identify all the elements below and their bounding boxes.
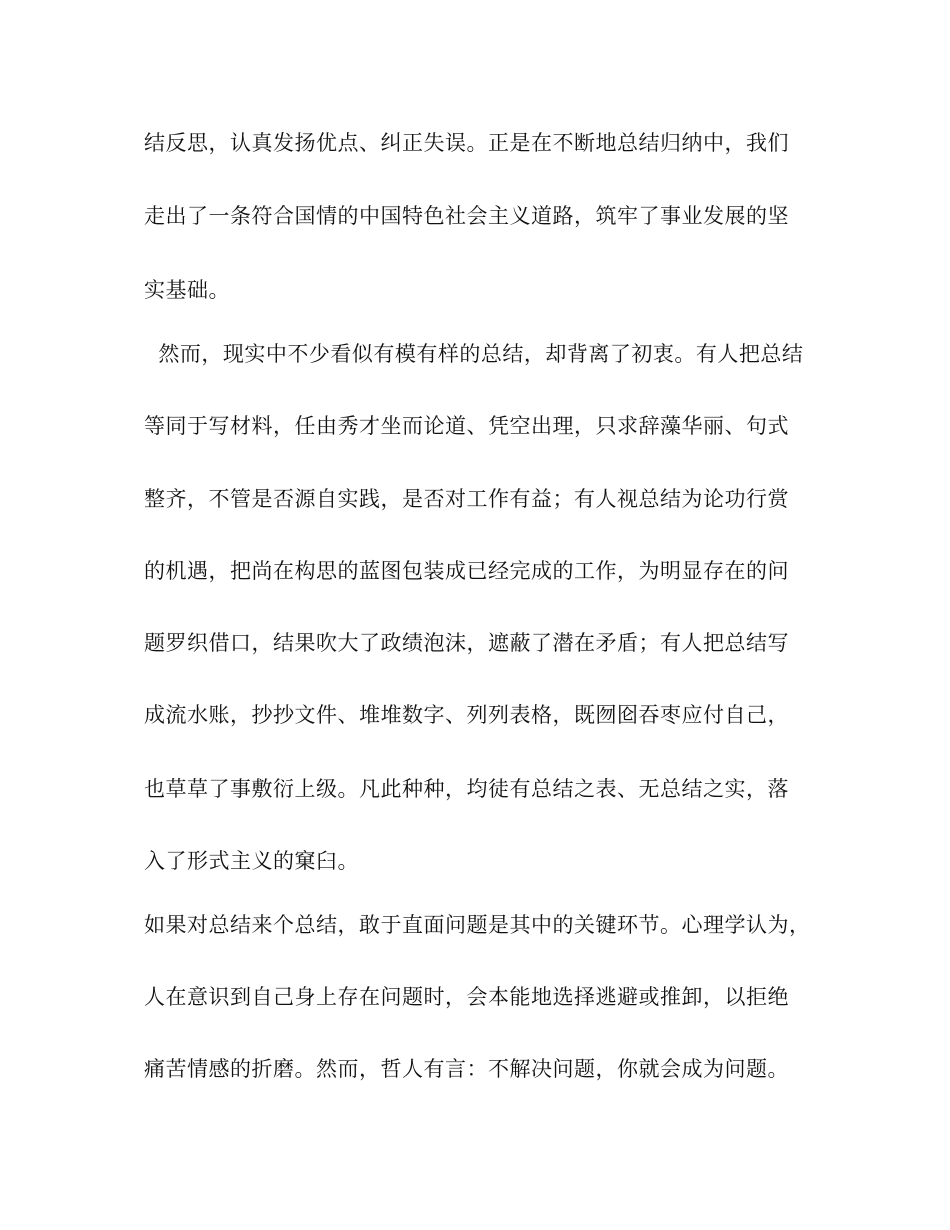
text-line: 如果对总结来个总结，敢于直面问题是其中的关键环节。心理学认为， <box>144 913 811 937</box>
text-line: 题罗织借口，结果吹大了政绩泡沫，遮蔽了潜在矛盾；有人把总结写 <box>144 631 789 655</box>
text-line: 结反思，认真发扬优点、纠正失误。正是在不断地总结归纳中，我们 <box>144 131 789 155</box>
text-line: 的机遇，把尚在构思的蓝图包装成已经完成的工作，为明显存在的问 <box>144 559 789 583</box>
text-line: 也草草了事敷衍上级。凡此种种，均徒有总结之表、无总结之实，落 <box>144 777 789 801</box>
text-line: 痛苦情感的折磨。然而，哲人有言：不解决问题，你就会成为问题。 <box>144 1057 789 1081</box>
text-line: 然而，现实中不少看似有模有样的总结，却背离了初衷。有人把总结 <box>144 342 804 366</box>
text-line: 整齐，不管是否源自实践，是否对工作有益；有人视总结为论功行赏 <box>144 487 789 511</box>
text-line: 入了形式主义的窠臼。 <box>144 849 359 873</box>
text-line: 人在意识到自己身上存在问题时，会本能地选择逃避或推卸，以拒绝 <box>144 985 789 1009</box>
text-line: 等同于写材料，任由秀才坐而论道、凭空出理，只求辞藻华丽、句式 <box>144 414 789 438</box>
text-line: 成流水账，抄抄文件、堆堆数字、列列表格，既囫囵吞枣应付自己， <box>144 703 789 727</box>
text-line: 走出了一条符合国情的中国特色社会主义道路，筑牢了事业发展的坚 <box>144 204 789 228</box>
text-line: 实基础。 <box>144 278 230 302</box>
